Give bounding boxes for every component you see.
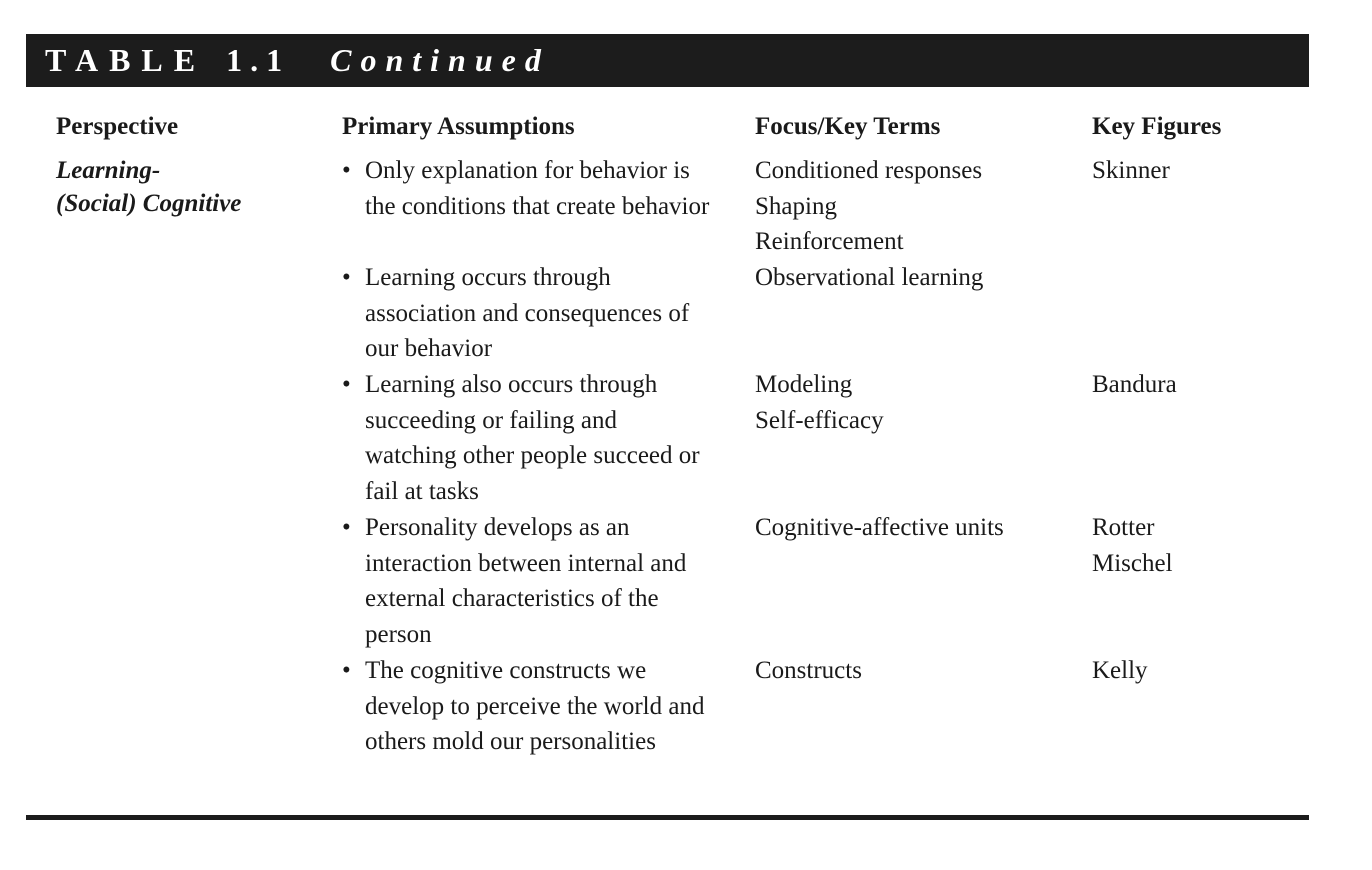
focus-key-terms-cell	[755, 653, 1075, 689]
key-figure: Skinner	[1092, 157, 1170, 184]
assumption-item	[342, 260, 712, 367]
assumption-item	[342, 367, 712, 510]
key-term: Observational learning	[755, 264, 984, 292]
assumption-text: Learning occurs through association and consequences of our behavior	[365, 264, 690, 363]
assumption-item	[342, 653, 712, 760]
key-term: Conditioned responses	[755, 157, 983, 184]
key-term: Cognitive-affective units	[755, 514, 1004, 541]
bullet-icon: •	[342, 264, 351, 291]
key-term: Reinforcement	[755, 228, 904, 256]
table-row-kelly	[0, 653, 1372, 796]
table-title-bar	[26, 34, 1309, 87]
assumption-text: Personality develops as an interaction between internal and external characteristics of the person	[365, 514, 687, 649]
header-key-figures: Key Figures	[1092, 113, 1222, 140]
key-figures-cell	[1092, 510, 1302, 581]
focus-key-terms-cell	[755, 153, 1075, 296]
table-bottom-rule	[26, 815, 1309, 820]
bullet-icon: •	[342, 514, 351, 541]
bullet-icon: •	[342, 157, 351, 184]
key-figure: Kelly	[1092, 657, 1148, 684]
focus-key-terms-cell	[755, 367, 1075, 438]
table-row-bandura	[0, 367, 1372, 510]
key-figure: Bandura	[1092, 371, 1177, 398]
assumption-item	[342, 153, 712, 224]
table-title-label: TABLE	[45, 42, 207, 78]
header-primary-assumptions: Primary Assumptions	[342, 113, 575, 140]
assumption-text: Learning also occurs through succeeding or failing and watching other people succeed or fail at tasks	[365, 371, 700, 506]
assumption-text: Only explanation for behavior is the conditions that create behavior	[365, 157, 710, 220]
table-row-rotter-mischel	[0, 510, 1372, 653]
table-title-number: 1.1	[226, 42, 291, 78]
assumption-text: The cognitive constructs we develop to perceive the world and others mold our personalities	[365, 657, 705, 756]
key-figure: Mischel	[1092, 549, 1173, 577]
key-term: Shaping	[755, 192, 837, 220]
key-term: Modeling	[755, 371, 853, 398]
key-figures-cell	[1092, 653, 1302, 689]
bullet-icon: •	[342, 371, 351, 398]
key-figure: Rotter	[1092, 514, 1155, 541]
bullet-icon: •	[342, 657, 351, 684]
header-focus-key-terms: Focus/Key Terms	[755, 113, 941, 140]
focus-key-terms-cell	[755, 510, 1075, 546]
key-figures-cell	[1092, 367, 1302, 403]
key-term: Constructs	[755, 657, 862, 684]
perspective-name-line-1: Learning-	[56, 157, 161, 184]
key-figures-cell	[1092, 153, 1302, 189]
assumption-item	[342, 510, 712, 653]
header-perspective: Perspective	[56, 113, 179, 140]
table-title-continued: Continued	[330, 42, 550, 78]
perspective-name-line-2: (Social) Cognitive	[56, 190, 242, 217]
key-term: Self-efficacy	[755, 406, 884, 434]
table-row-skinner	[0, 153, 1372, 367]
